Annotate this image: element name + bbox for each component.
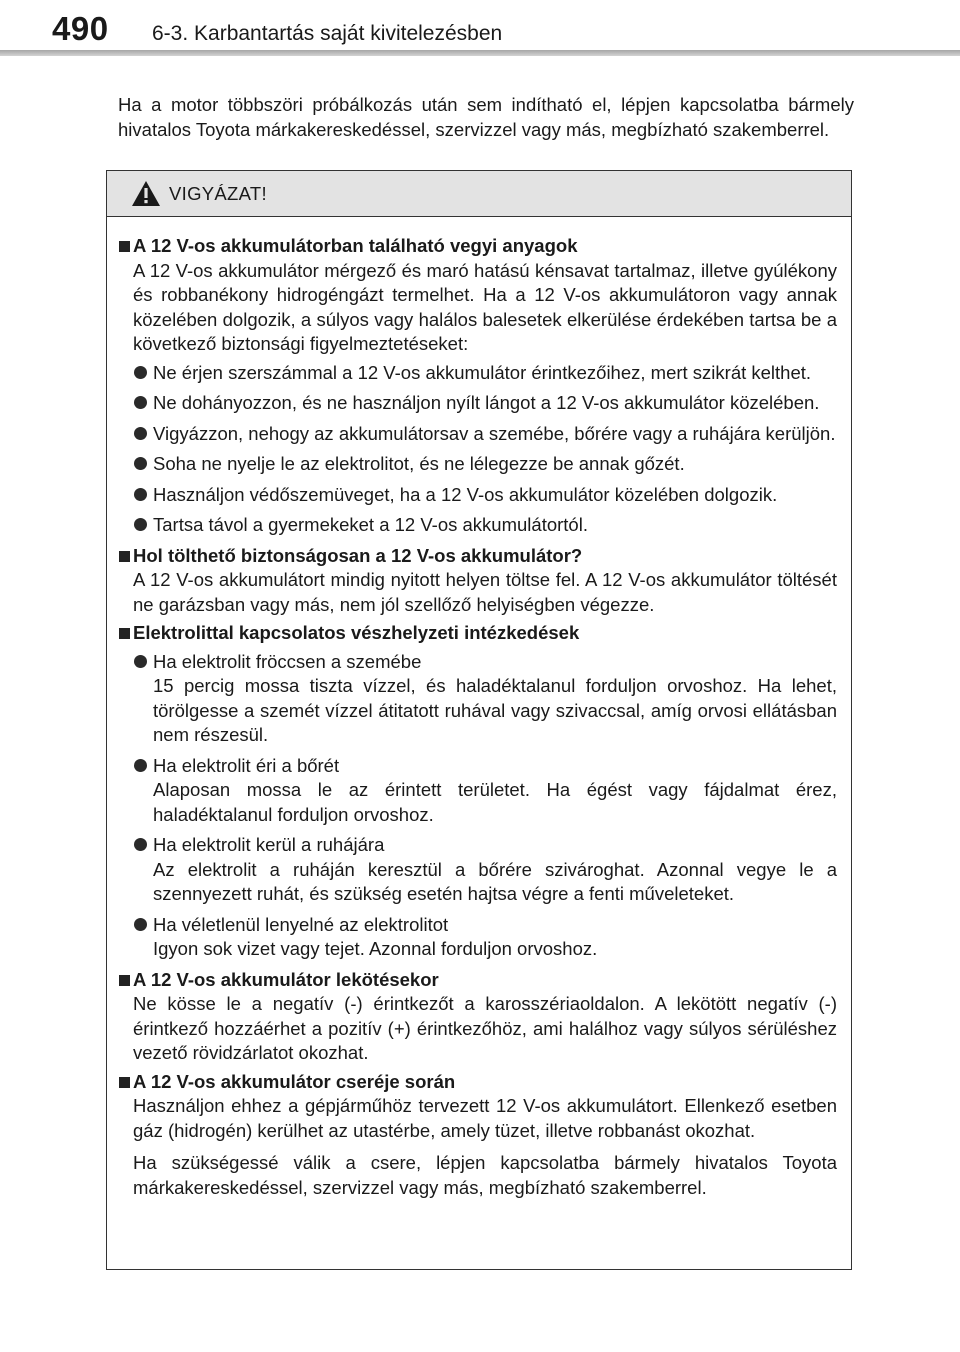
section-heading: A 12 V-os akkumulátor cseréje során [119, 1070, 839, 1095]
intro-paragraph: Ha a motor többszöri próbálkozás után sem indítható el, lépjen kapcsolatba bármely hivatalos Toyota márkakereskedéssel, szervizzel vagy más, megbízható szakemberrel. [118, 94, 854, 140]
round-bullet-icon [134, 366, 147, 379]
round-bullet-icon [134, 427, 147, 440]
round-bullet-icon [134, 518, 147, 531]
bullet-item: Tartsa távol a gyermekeket a 12 V-os akkumulátortól. [119, 513, 839, 538]
square-bullet-icon [119, 975, 130, 986]
bullet-item: Soha ne nyelje le az elektrolitot, és ne lélegezze be annak gőzét. [119, 452, 839, 477]
page-number: 490 [52, 10, 109, 47]
square-bullet-icon [119, 241, 130, 252]
section-heading: Hol tölthető biztonságosan a 12 V-os akkumulátor? [119, 544, 839, 569]
section-replacement [119, 1070, 839, 1201]
header-rule [0, 50, 960, 56]
round-bullet-icon [134, 655, 147, 668]
section-text: A 12 V-os akkumulátor mérgező és maró hatású kénsavat tartalmaz, illetve gyúlékony és robbanékony hidrogéngázt termelhet. Ha a 12 V-os akkumulátoron vagy annak közelében dolgozik, a súlyos vagy halálos balesetek elkerülése érdekében tartsa be a következő biztonsági figyelmeztetéseket: [133, 259, 837, 354]
square-bullet-icon [119, 551, 130, 562]
page-header [0, 0, 960, 78]
section-chemicals [119, 234, 839, 538]
bullet-item: Ha elektrolit fröccsen a szemébe 15 percig mossa tiszta vízzel, és haladéktalanul forduljon orvoshoz. Ha lehet, törölgesse a szemét vízzel átitatott ruhával vagy szivaccsal, amíg orvosi ellátásban nem részesül. [119, 650, 839, 748]
round-bullet-icon [134, 396, 147, 409]
bullet-item: Ha elektrolit éri a bőrét Alaposan mossa le az érintett területet. Ha égést vagy fájdalmat érez, haladéktalanul forduljon orvoshoz. [119, 754, 839, 828]
bullet-item: Vigyázzon, nehogy az akkumulátorsav a szemébe, bőrére vagy a ruhájára kerüljön. [119, 422, 839, 447]
square-bullet-icon [119, 628, 130, 639]
bullet-item: Használjon védőszemüveget, ha a 12 V-os akkumulátor közelében dolgozik. [119, 483, 839, 508]
section-heading: A 12 V-os akkumulátor lekötésekor [119, 968, 839, 993]
section-text: Használjon ehhez a gépjárműhöz tervezett 12 V-os akkumulátort. Ellenkező esetben gáz (hidrogén) kerülhet az utastérbe, amely tüzet, illetve robbanást okozhat. [133, 1095, 837, 1141]
round-bullet-icon [134, 488, 147, 501]
section-heading: A 12 V-os akkumulátorban található vegyi anyagok [119, 234, 839, 259]
caution-title: VIGYÁZAT! [169, 183, 267, 204]
square-bullet-icon [119, 1077, 130, 1088]
warning-icon [131, 180, 161, 207]
caution-body [107, 217, 851, 1200]
round-bullet-icon [134, 838, 147, 851]
bullet-item: Ne dohányozzon, és ne használjon nyílt lángot a 12 V-os akkumulátor közelében. [119, 391, 839, 416]
bullet-item: Ha elektrolit kerül a ruhájára Az elektrolit a ruháján keresztül a bőrére szivároghat. Azonnal vegye le a szennyezett ruhát, és szükség esetén hajtsa végre a fenti műveleteket. [119, 833, 839, 907]
round-bullet-icon [134, 759, 147, 772]
section-disconnect [119, 968, 839, 1066]
section-text: A 12 V-os akkumulátort mindig nyitott helyen töltse fel. A 12 V-os akkumulátor töltését ne garázsban vagy más, nem jól szellőző helyiségben végezze. [133, 569, 837, 615]
section-charging [119, 544, 839, 618]
section-emergency [119, 621, 839, 962]
bullet-item: Ne érjen szerszámmal a 12 V-os akkumulátor érintkezőihez, mert szikrát kelthet. [119, 361, 839, 386]
section-heading: Elektrolittal kapcsolatos vészhelyzeti intézkedések [119, 621, 839, 646]
section-title: 6-3. Karbantartás saját kivitelezésben [152, 22, 503, 45]
caution-box [106, 170, 852, 1270]
caution-header [107, 171, 851, 217]
section-text: Ne kösse le a negatív (-) érintkezőt a karosszériaoldalon. A lekötött negatív (-) érintkező hozzáérhet a pozitív (+) érintkezőhöz, ami halálhoz vagy súlyos sérüléshez vezető rövidzárlatot okozhat. [133, 993, 837, 1063]
section-text: Ha szükségessé válik a csere, lépjen kapcsolatba bármely hivatalos Toyota márkakereskedéssel, szervizzel vagy más, megbízható szakemberrel. [133, 1152, 837, 1198]
round-bullet-icon [134, 918, 147, 931]
round-bullet-icon [134, 457, 147, 470]
bullet-item: Ha véletlenül lenyelné az elektrolitot Igyon sok vizet vagy tejet. Azonnal forduljon orvoshoz. [119, 913, 839, 962]
